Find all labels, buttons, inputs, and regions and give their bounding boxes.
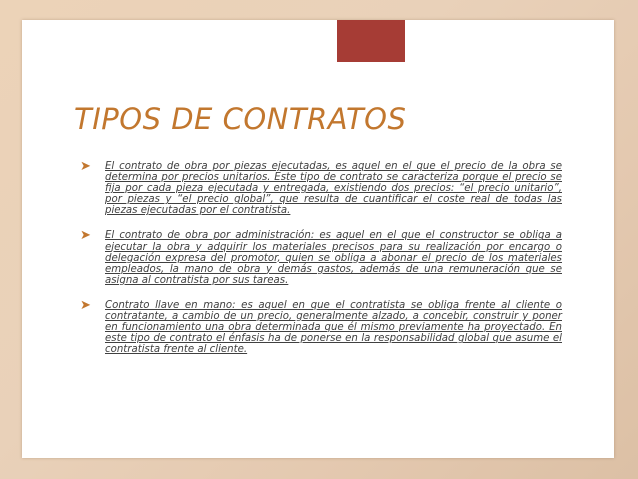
slide-title: TIPOS DE CONTRATOS: [74, 102, 407, 136]
bullet-item-piezas: [80, 161, 562, 216]
slide: [22, 20, 614, 458]
bullet-text: El contrato de obra por piezas ejecutadas, es aquel en el que el precio de la obra se determina por precios unitarios. Este tipo de contrato se caracteriza porque el precio se fija por cada pieza ejecutada y entregada, existiendo dos precios: “el precio unitario”, por piezas y “el precio global”, que resulta de cuantificar el coste real de todas las piezas ejecutadas por el contratista.: [105, 161, 562, 217]
bullet-icon: ➤: [80, 297, 91, 313]
bullet-item-llave-en-mano: [80, 297, 562, 356]
bullet-icon: ➤: [80, 228, 91, 244]
bullet-text: El contrato de obra por administración: es aquel en el que el constructor se obliga a ejecutar la obra y adquirir los materiales precisos para su realización por encargo o delegación expresa del promotor, quien se obliga a abonar el precio de los materiales empleados, la mano de obra y demás gastos, además de una remuneración que se asigna al contratista por sus tareas.: [105, 230, 562, 286]
bullet-list: [80, 161, 562, 369]
accent-tab: [337, 20, 405, 62]
bullet-text: Contrato llave en mano: es aquel en que el contratista se obliga frente al cliente o contratante, a cambio de un precio, generalmente alzado, a concebir, construir y poner en funcionamiento una obra determinada que él mismo previamente ha proyectado. En este tipo de contrato el énfasis ha de ponerse en la responsabilidad global que asume el contratista frente al cliente.: [105, 299, 562, 356]
bullet-icon: ➤: [80, 159, 91, 174]
bullet-item-administracion: [80, 230, 562, 285]
